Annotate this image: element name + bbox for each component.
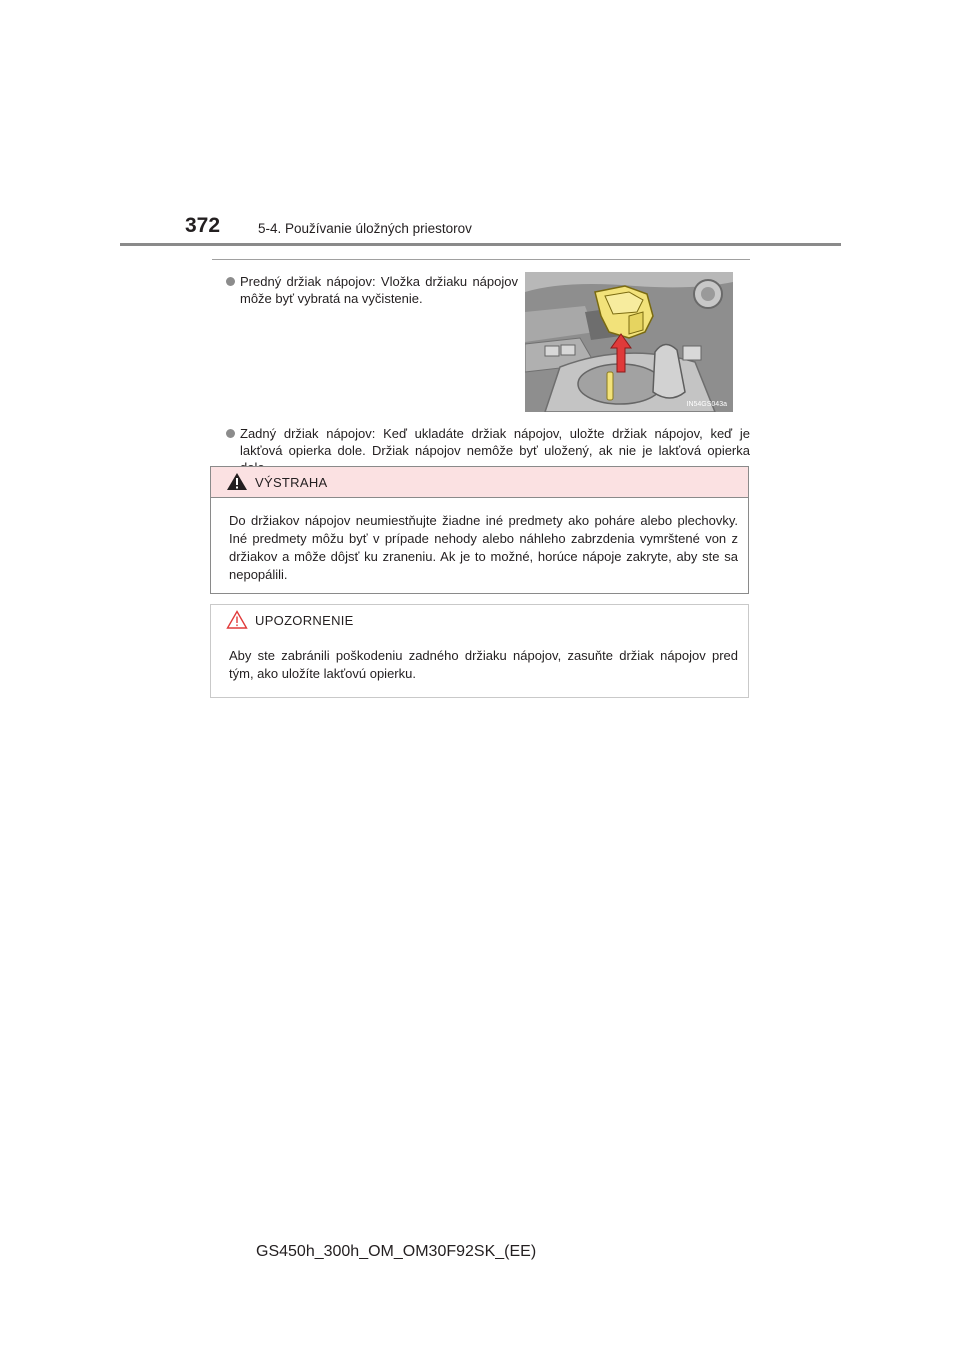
bullet-rear-text: Zadný držiak nápojov: Keď ukladáte držiak nápojov, uložte držiak nápojov, keď je lakťová opierka dole. Držiak nápojov nemôže byť uložený, ak nie je lakťová opierka [240,426,750,458]
section-title: 5-4. Používanie úložných priestorov [258,221,472,236]
bullet-dot-icon [226,429,235,438]
cup-holder-insert-illustration [525,272,733,412]
footer-document-code: GS450h_300h_OM_OM30F92SK_(EE) [256,1243,537,1260]
bullet-front-cup-holder [226,273,518,307]
notice-box [210,604,749,698]
warning-title: VÝSTRAHA [255,475,328,490]
caution-triangle-icon [226,610,248,629]
header-rule [120,243,841,246]
cup-holder-illustration [525,272,733,412]
bullet-dot-icon [226,277,235,286]
warning-triangle-icon [226,472,248,491]
figure-code: IN54GS043a [686,401,727,408]
content-top-rule [212,259,750,260]
notice-body: Aby ste zabránili poškodeniu zadného držiaku nápojov, zasuňte držiak nápojov pred tým, ako uložíte lakťovú opierku. [229,648,738,681]
bullet-front-text: Predný držiak nápojov: Vložka držiaku nápojov môže byť vybratá na vyčistenie. [240,274,518,306]
notice-title: UPOZORNENIE [255,613,354,628]
warning-box [210,466,749,594]
warning-header [211,467,748,498]
warning-body: Do držiakov nápojov neumiestňujte žiadne iné predmety ako poháre alebo plechovky. Iné predmety môžu byť v prípade nehody alebo náhleho zabrzdenia vymrštené von z držiakov a môže dôjsť ku zraneniu. Ak je to možné, horúce nápoje zakryte, aby ste sa nepopálili. [229,513,738,582]
notice-header [211,605,748,635]
page-number: 372 [185,214,221,237]
